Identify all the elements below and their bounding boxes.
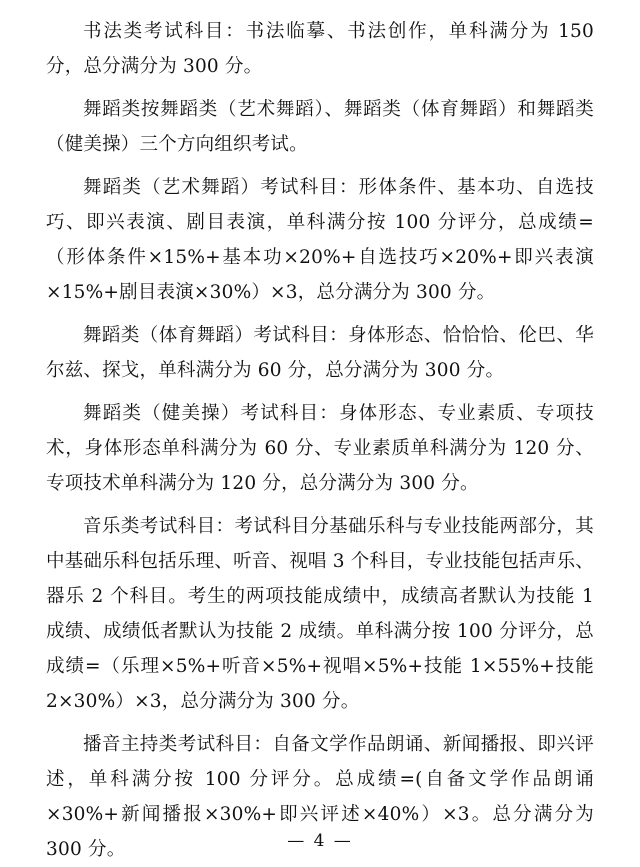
paragraph-music: 音乐类考试科目：考试科目分基础乐科与专业技能两部分，其中基础乐科包括乐理、听音、视唱 3 个科目，专业技能包括声乐、器乐 2 个科目。考生的两项技能成绩中，成绩高者默认为技能 1 成绩、成绩低者默认为技能 2 成绩。单科满分按 100 分评分，总成绩=（乐理×5%+听音×5%+视唱×5%+技能 1×55%+技能 2×30%）×3，总分满分为 300 分。 [46,516,594,712]
paragraph-dance-aerobics: 舞蹈类（健美操）考试科目：身体形态、专业素质、专项技术，身体形态单科满分为 60 分、专业素质单科满分为 120 分、专项技术单科满分为 120 分，总分满分为 300 分。 [46,403,594,494]
paragraph-calligraphy: 书法类考试科目：书法临摹、书法创作，单科满分为 150 分，总分满分为 300 分。 [46,21,594,77]
page-number: — 4 — [287,831,353,851]
paragraph-broadcasting: 播音主持类考试科目：自备文学作品朗诵、新闻播报、即兴评述，单科满分按 100 分评分。总成绩=(自备文学作品朗诵×30%+新闻播报×30%+即兴评述×40%）×3。总分满分为 300 分。 [46,734,594,860]
paragraph-dance-overview: 舞蹈类按舞蹈类（艺术舞蹈）、舞蹈类（体育舞蹈）和舞蹈类（健美操）三个方向组织考试。 [46,99,594,155]
paragraph-dance-art: 舞蹈类（艺术舞蹈）考试科目：形体条件、基本功、自选技巧、即兴表演、剧目表演，单科满分按 100 分评分，总成绩=（形体条件×15%+基本功×20%+自选技巧×20%+即兴表演×15%+剧目表演×30%）×3，总分满分为 300 分。 [46,177,594,303]
paragraph-dance-sport: 舞蹈类（体育舞蹈）考试科目：身体形态、恰恰恰、伦巴、华尔兹、探戈，单科满分为 60 分，总分满分为 300 分。 [46,325,594,381]
